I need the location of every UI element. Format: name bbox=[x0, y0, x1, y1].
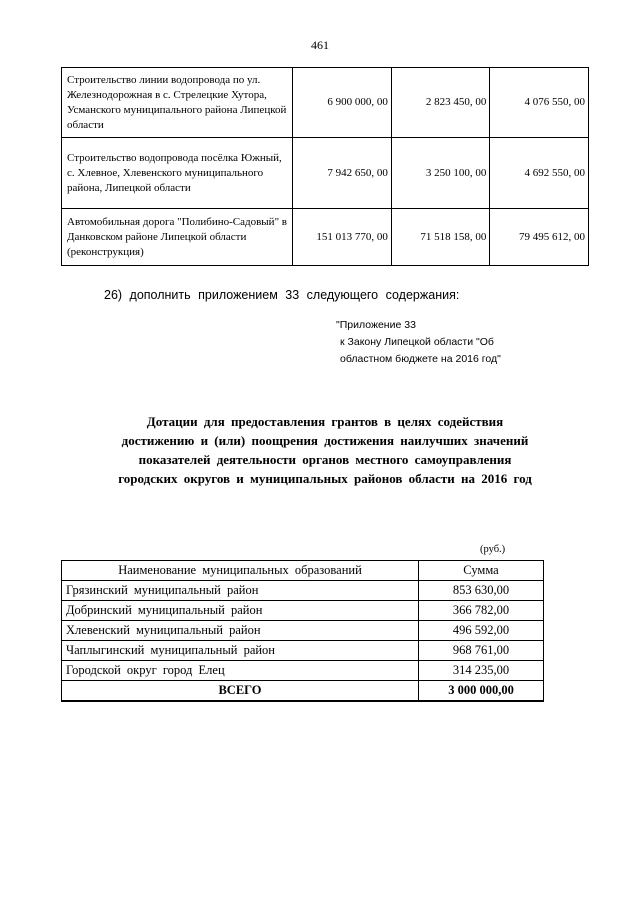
total-sum: 3 000 000,00 bbox=[419, 681, 544, 702]
table-row bbox=[62, 209, 589, 266]
municipality-name: Чаплыгинский муниципальный район bbox=[62, 641, 419, 661]
amount-part-2: 4 692 550, 00 bbox=[490, 138, 589, 209]
table-row bbox=[62, 138, 589, 209]
heading-line-4: городских округов и муниципальных районов области на 2016 год bbox=[118, 471, 532, 486]
appendix-reference bbox=[336, 317, 501, 368]
heading-line-1: Дотации для предоставления грантов в целях содействия bbox=[146, 414, 504, 429]
amendment-item: 26) дополнить приложением 33 следующего содержания: bbox=[104, 288, 460, 302]
municipality-name: Городской округ город Елец bbox=[62, 661, 419, 681]
grants-table bbox=[61, 560, 544, 702]
municipality-sum: 496 592,00 bbox=[419, 621, 544, 641]
header-name: Наименование муниципальных образований bbox=[62, 561, 419, 581]
amount-total: 6 900 000, 00 bbox=[293, 68, 392, 138]
project-name: Автомобильная дорога "Полибино-Садовый" в Данковском районе Липецкой области (реконструкция) bbox=[62, 209, 293, 266]
appendix-line-2: к Закону Липецкой области "Об bbox=[340, 336, 494, 348]
municipality-name: Хлевенский муниципальный район bbox=[62, 621, 419, 641]
header-sum: Сумма bbox=[419, 561, 544, 581]
municipality-name: Добринский муниципальный район bbox=[62, 601, 419, 621]
continuation-table bbox=[61, 67, 589, 266]
amount-part-1: 2 823 450, 00 bbox=[391, 68, 490, 138]
table-row bbox=[62, 68, 589, 138]
project-name: Строительство линии водопровода по ул. Железнодорожная в с. Стрелецкие Хутора, Усманского муниципального района Липецкой области bbox=[62, 68, 293, 138]
table-header bbox=[62, 561, 544, 581]
amount-part-2: 79 495 612, 00 bbox=[490, 209, 589, 266]
table-row bbox=[62, 661, 544, 681]
appendix-line-3: областном бюджете на 2016 год" bbox=[340, 353, 501, 365]
amount-part-2: 4 076 550, 00 bbox=[490, 68, 589, 138]
municipality-sum: 314 235,00 bbox=[419, 661, 544, 681]
currency-unit: (руб.) bbox=[480, 544, 506, 555]
heading-line-2: достижению и (или) поощрения достижения наилучших значений bbox=[121, 433, 529, 448]
municipality-sum: 366 782,00 bbox=[419, 601, 544, 621]
amount-part-1: 3 250 100, 00 bbox=[391, 138, 490, 209]
table-row bbox=[62, 621, 544, 641]
table-row bbox=[62, 601, 544, 621]
municipality-sum: 968 761,00 bbox=[419, 641, 544, 661]
page-number: 461 bbox=[311, 38, 329, 52]
amount-total: 7 942 650, 00 bbox=[293, 138, 392, 209]
total-label: ВСЕГО bbox=[62, 681, 419, 702]
amount-total: 151 013 770, 00 bbox=[293, 209, 392, 266]
document-heading bbox=[55, 412, 595, 488]
municipality-name: Грязинский муниципальный район bbox=[62, 581, 419, 601]
project-name: Строительство водопровода посёлка Южный, с. Хлевное, Хлевенского муниципального района, Липецкой области bbox=[62, 138, 293, 209]
amount-part-1: 71 518 158, 00 bbox=[391, 209, 490, 266]
table-row bbox=[62, 641, 544, 661]
heading-line-3: показателей деятельности органов местного самоуправления bbox=[138, 452, 512, 467]
municipality-sum: 853 630,00 bbox=[419, 581, 544, 601]
total-row bbox=[62, 681, 544, 702]
appendix-line-1: "Приложение 33 bbox=[336, 319, 416, 331]
table-row bbox=[62, 581, 544, 601]
